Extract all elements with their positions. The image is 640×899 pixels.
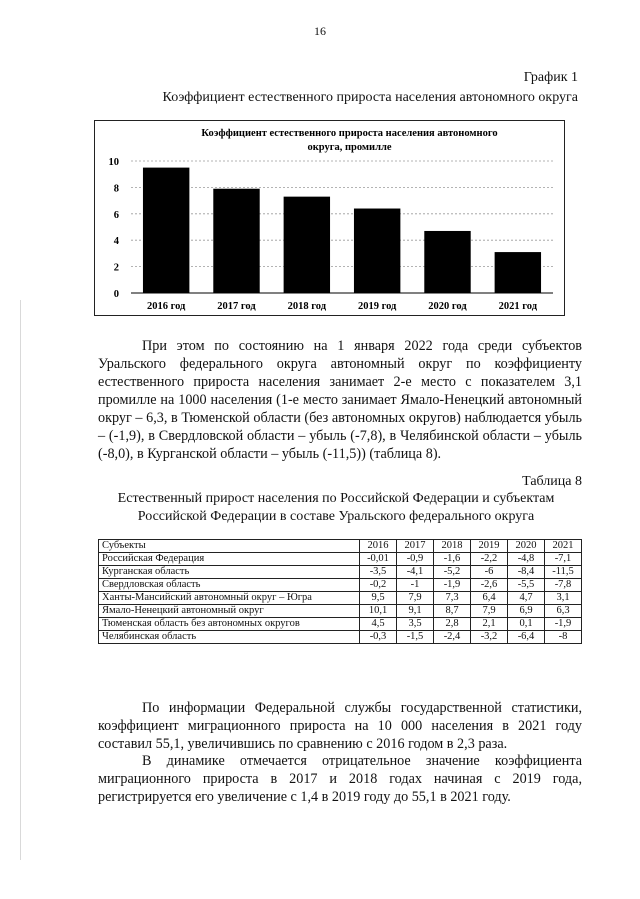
table-header-year: 2020 — [508, 540, 545, 553]
table-cell-value: 3,5 — [397, 618, 434, 631]
table-cell-subject: Свердловская область — [99, 579, 360, 592]
table-row — [99, 631, 582, 644]
table-header-year: 2016 — [360, 540, 397, 553]
table-row — [99, 579, 582, 592]
table-cell-value: -0,9 — [397, 553, 434, 566]
table-cell-value: 9,5 — [360, 592, 397, 605]
chart-title-line2: округа, промилле — [307, 142, 392, 153]
paragraph-migration: По информации Федеральной службы государственной статистики, коэффициент миграционного прироста на 10 000 населения в 2021 году составил 55,1, увеличившись по сравнению с 2016 годом в 2,3 раза. — [98, 700, 582, 752]
table-row — [99, 618, 582, 631]
table-cell-value: -5,2 — [434, 566, 471, 579]
table-caption: Естественный прирост населения по Российской Федерации и субъектам Российской Федерации в составе Уральского федерального округа — [117, 491, 555, 524]
bar — [213, 189, 259, 293]
bar — [354, 209, 400, 293]
y-tick-label: 4 — [113, 236, 119, 248]
table-cell-value: -3,5 — [360, 566, 397, 579]
table-header-subject: Субъекты — [99, 540, 360, 553]
bar — [284, 197, 330, 293]
table-cell-value: 7,9 — [471, 605, 508, 618]
table-cell-value: -7,1 — [545, 553, 582, 566]
table-cell-value: -3,2 — [471, 631, 508, 644]
x-tick-label: 2018 год — [287, 301, 327, 312]
table-cell-subject: Российская Федерация — [99, 553, 360, 566]
table-header-year: 2017 — [397, 540, 434, 553]
x-tick-label: 2016 год — [146, 301, 186, 312]
bar — [495, 252, 541, 293]
table-cell-value: 6,4 — [471, 592, 508, 605]
bar-chart — [94, 120, 565, 316]
table-cell-value: -1,6 — [434, 553, 471, 566]
table-cell-subject: Ханты-Мансийский автономный округ – Югра — [99, 592, 360, 605]
table-cell-value: -0,01 — [360, 553, 397, 566]
y-tick-label: 8 — [113, 183, 119, 195]
y-tick-label: 0 — [113, 289, 119, 300]
table-cell-value: -8,4 — [508, 566, 545, 579]
table-cell-value: -6,4 — [508, 631, 545, 644]
table-cell-value: 3,1 — [545, 592, 582, 605]
table-cell-subject: Челябинская область — [99, 631, 360, 644]
table-cell-value: -2,4 — [434, 631, 471, 644]
x-tick-label: 2021 год — [498, 301, 538, 312]
x-tick-label: 2020 год — [428, 301, 467, 312]
table-cell-value: 4,5 — [360, 618, 397, 631]
table-row — [99, 553, 582, 566]
table-cell-value: -2,2 — [471, 553, 508, 566]
chart-title-line1: Коэффициент естественного прироста населения автономного — [201, 128, 498, 139]
bar — [143, 168, 189, 293]
table-cell-value: -0,2 — [360, 579, 397, 592]
table-cell-value: 10,1 — [360, 605, 397, 618]
y-tick-label: 2 — [113, 262, 119, 274]
paragraph-dynamics: В динамике отмечается отрицательное значение коэффициента миграционного прироста в 2017 и 2018 годах начиная с 2019 года, регистрируется его увеличение с 1,4 в 2019 году до 55,1 в 2021 году. — [98, 753, 582, 805]
table-cell-value: 7,3 — [434, 592, 471, 605]
scan-edge-line — [20, 300, 21, 860]
table-cell-value: -1 — [397, 579, 434, 592]
table-cell-subject: Ямало-Ненецкий автономный округ — [99, 605, 360, 618]
table-cell-value: 6,3 — [545, 605, 582, 618]
table-header-year: 2021 — [545, 540, 582, 553]
table-cell-value: -6 — [471, 566, 508, 579]
table-row — [99, 592, 582, 605]
table-label: Таблица 8 — [522, 474, 582, 489]
table-cell-value: -1,5 — [397, 631, 434, 644]
table-cell-value: 0,1 — [508, 618, 545, 631]
page-number: 16 — [314, 24, 326, 38]
table-cell-subject: Курганская область — [99, 566, 360, 579]
table-cell-value: -4,1 — [397, 566, 434, 579]
table-cell-value: 7,9 — [397, 592, 434, 605]
y-tick-label: 6 — [113, 209, 119, 221]
table-header-row — [99, 540, 582, 553]
table-cell-value: -1,9 — [545, 618, 582, 631]
table-cell-value: -0,3 — [360, 631, 397, 644]
table-cell-value: -5,5 — [508, 579, 545, 592]
table-row — [99, 566, 582, 579]
table-cell-value: 9,1 — [397, 605, 434, 618]
table-cell-value: -2,6 — [471, 579, 508, 592]
x-tick-label: 2019 год — [357, 301, 397, 312]
table-cell-value: -4,8 — [508, 553, 545, 566]
table-cell-value: 4,7 — [508, 592, 545, 605]
table-cell-value: 2,1 — [471, 618, 508, 631]
natural-growth-table — [98, 539, 582, 644]
x-tick-label: 2017 год — [217, 301, 256, 312]
table-cell-value: 6,9 — [508, 605, 545, 618]
table-cell-value: -11,5 — [545, 566, 582, 579]
table-cell-subject: Тюменская область без автономных округов — [99, 618, 360, 631]
table-cell-value: 2,8 — [434, 618, 471, 631]
chart-canvas — [95, 121, 564, 315]
table-cell-value: -1,9 — [434, 579, 471, 592]
y-tick-label: 10 — [108, 157, 119, 168]
paragraph-ranking: При этом по состоянию на 1 января 2022 года среди субъектов Уральского федерального округа автономный округ по коэффициенту естественного прироста населения занимает 2-е место с показателем 3,1 промилле на 1000 населения (1-е место занимает Ямало-Ненецкий автономный округ – 6,3, в Тюменской области (без автономных округов) наблюдается убыль – (-1,9), в Свердловской области – убыль (-7,8), в Челябинской области – убыль (-8,0), в Курганской области – убыль (-11,5)) (таблица 8). — [98, 338, 582, 462]
graph-caption: Коэффициент естественного прироста населения автономного округа — [162, 90, 578, 105]
table-header-year: 2019 — [471, 540, 508, 553]
table-header-year: 2018 — [434, 540, 471, 553]
table-cell-value: 8,7 — [434, 605, 471, 618]
table-row — [99, 605, 582, 618]
graph-label: График 1 — [523, 70, 578, 85]
table-cell-value: -8 — [545, 631, 582, 644]
table-cell-value: -7,8 — [545, 579, 582, 592]
bar — [424, 231, 470, 293]
